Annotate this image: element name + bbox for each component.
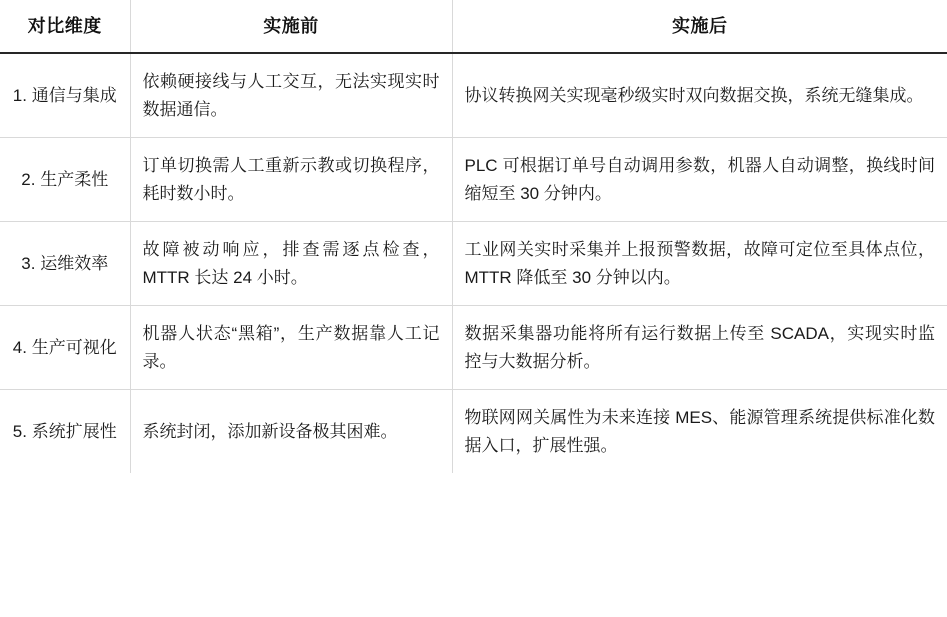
table-row	[0, 306, 947, 390]
after-text: 工业网关实时采集并上报预警数据，故障可定位至具体点位，MTTR 降低至 30 分钟以内。	[464, 240, 935, 287]
row-after-cell	[452, 306, 947, 390]
table-row	[0, 222, 947, 306]
table-row	[0, 53, 947, 138]
table-row	[0, 390, 947, 474]
table-header-row	[0, 0, 947, 53]
column-header-dimension: 对比维度	[0, 0, 130, 53]
column-header-before: 实施前	[130, 0, 452, 53]
row-after-cell	[452, 138, 947, 222]
after-text: 物联网网关属性为未来连接 MES、能源管理系统提供标准化数据入口，扩展性强。	[464, 408, 935, 455]
row-after-cell	[452, 53, 947, 138]
column-header-after: 实施后	[452, 0, 947, 53]
before-text: 机器人状态“黑箱”，生产数据靠人工记录。	[142, 324, 440, 371]
row-before-cell	[130, 138, 452, 222]
after-text: 数据采集器功能将所有运行数据上传至 SCADA，实现实时监控与大数据分析。	[464, 324, 935, 371]
row-dimension-label	[0, 390, 130, 474]
dimension-text: 3. 运维效率	[21, 253, 109, 273]
row-after-cell	[452, 390, 947, 474]
before-text: 订单切换需人工重新示教或切换程序，耗时数小时。	[142, 156, 440, 203]
row-before-cell	[130, 222, 452, 306]
before-text: 依赖硬接线与人工交互，无法实现实时数据通信。	[142, 72, 440, 119]
table-row	[0, 138, 947, 222]
after-text: 协议转换网关实现毫秒级实时双向数据交换，系统无缝集成。	[464, 85, 924, 105]
row-before-cell	[130, 306, 452, 390]
dimension-text: 5. 系统扩展性	[12, 422, 117, 442]
row-after-cell	[452, 222, 947, 306]
before-text: 系统封闭，添加新设备极其困难。	[142, 422, 398, 442]
table-header	[0, 0, 947, 53]
dimension-text: 2. 生产柔性	[21, 169, 109, 189]
before-text: 故障被动响应，排查需逐点检查，MTTR 长达 24 小时。	[142, 240, 440, 287]
row-dimension-label	[0, 222, 130, 306]
row-before-cell	[130, 390, 452, 474]
row-before-cell	[130, 53, 452, 138]
row-dimension-label	[0, 138, 130, 222]
row-dimension-label	[0, 53, 130, 138]
after-text: PLC 可根据订单号自动调用参数，机器人自动调整，换线时间缩短至 30 分钟内。	[464, 156, 935, 203]
row-dimension-label	[0, 306, 130, 390]
table-body	[0, 53, 947, 473]
dimension-text: 4. 生产可视化	[12, 337, 117, 357]
dimension-text: 1. 通信与集成	[12, 85, 117, 105]
